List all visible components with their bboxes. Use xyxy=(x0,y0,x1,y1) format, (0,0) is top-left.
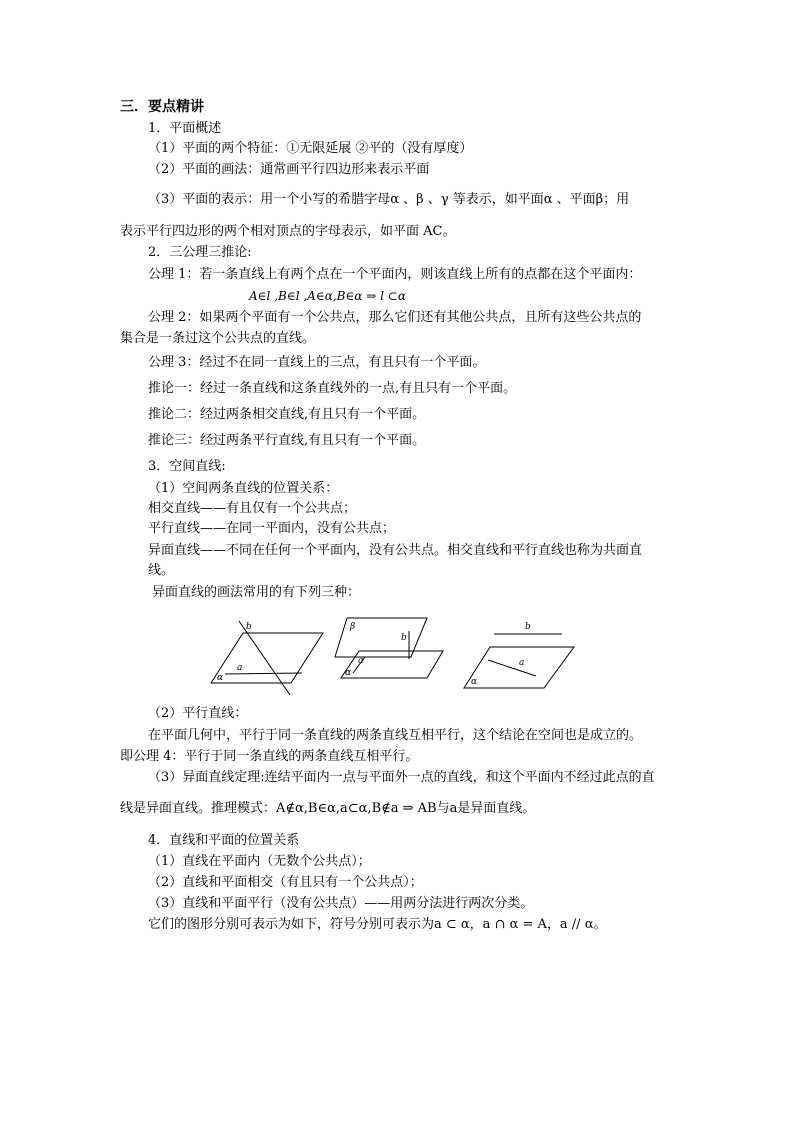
skew-lines-def-line-2: 线。 xyxy=(148,563,175,578)
axiom-1-formula: A∈l ,B∈l ,A∈α,B∈α ⇒ l ⊂α xyxy=(249,289,406,303)
plane-parallelogram xyxy=(211,633,323,683)
line-intersects-plane: （2）直线和平面相交（有且只有一个公共点）； xyxy=(148,875,423,890)
label-b: b xyxy=(246,622,252,632)
skew-drawing-intro: 异面直线的画法常用的有下列三种： xyxy=(152,585,361,600)
axiom-2-line-2: 集合是一条过这个公共点的直线。 xyxy=(120,331,316,346)
line-plane-summary: 它们的图形分别可表示为如下，符号分别可表示为a ⊂ α，a ∩ α = A，a // α。 xyxy=(148,917,607,932)
axiom-4-text: 即公理 4：平行于同一条直线的两条直线互相平行。 xyxy=(120,749,419,764)
axiom-1: 公理 1：若一条直线上有两个点在一个平面内，则该直线上所有的点都在这个平面内： xyxy=(148,267,642,282)
skew-theorem-line-2: 线是异面直线。推理模式：A∉α,B∈α,a⊂α,B∉a ⇒ AB与a是异面直线。 xyxy=(120,801,536,816)
plane-feature-line: （1）平面的两个特征：①无限延展 ②平的（没有厚度） xyxy=(148,141,473,156)
plane-drawing-line: （2）平面的画法：通常画平行四边形来表示平面 xyxy=(148,162,430,177)
parallel-lines-title: （2）平行直线： xyxy=(148,706,248,721)
intersecting-lines-def: 相交直线——有且仅有一个公共点； xyxy=(148,501,357,516)
label-alpha: α xyxy=(471,677,478,687)
skew-lines-figure-2 xyxy=(333,613,448,683)
plane-alpha xyxy=(341,651,443,678)
subsection-title-line-plane: 4．直线和平面的位置关系 xyxy=(148,833,300,848)
label-alpha: α xyxy=(345,668,352,678)
corollary-1: 推论一：经过一条直线和这条直线外的一点,有且只有一个平面。 xyxy=(148,381,517,396)
line-a xyxy=(225,673,302,674)
skew-lines-figure-3 xyxy=(462,618,577,693)
axiom-3: 公理 3：经过不在同一直线上的三点，有且只有一个平面。 xyxy=(148,355,486,370)
line-b xyxy=(239,621,290,695)
subsection-title-axioms: 2．三公理三推论: xyxy=(148,245,252,260)
subsection-title-space-lines: 3．空间直线: xyxy=(148,459,226,474)
parallel-lines-text-1: 在平面几何中，平行于同一条直线的两条直线互相平行，这个结论在空间也是成立的。 xyxy=(148,728,643,743)
line-a xyxy=(488,660,536,676)
line-in-plane: （1）直线在平面内（无数个公共点）； xyxy=(148,854,371,869)
label-beta: β xyxy=(350,622,356,632)
skew-theorem-line-1: （3）异面直线定理:连结平面内一点与平面外一点的直线，和这个平面内不经过此点的直 xyxy=(148,770,655,785)
subsection-title-plane: 1．平面概述 xyxy=(148,121,222,136)
section-heading: 三．要点精讲 xyxy=(120,99,204,115)
label-a: a xyxy=(358,656,364,666)
label-a: a xyxy=(519,658,525,668)
label-alpha: α xyxy=(217,673,224,683)
label-b: b xyxy=(525,622,531,632)
label-b: b xyxy=(401,633,407,643)
axiom-2-line-1: 公理 2：如果两个平面有一个公共点，那么它们还有其他公共点，且所有这些公共点的 xyxy=(148,310,642,325)
corollary-3: 推论三：经过两条平行直线,有且只有一个平面。 xyxy=(148,433,426,448)
line-parallel-plane: （3）直线和平面平行（没有公共点）——用两分法进行两次分类。 xyxy=(148,896,534,911)
skew-lines-figure-1 xyxy=(205,615,330,700)
line-relations-title: （1）空间两条直线的位置关系： xyxy=(148,481,339,496)
corollary-2: 推论二：经过两条相交直线,有且只有一个平面。 xyxy=(148,407,426,422)
parallel-lines-def: 平行直线——在同一平面内，没有公共点； xyxy=(148,521,396,536)
plane-notation-line-2: 表示平行四边形的两个相对顶点的字母表示，如平面 AC。 xyxy=(120,224,456,239)
label-a: a xyxy=(237,663,243,673)
skew-lines-def-line-1: 异面直线——不同在任何一个平面内，没有公共点。相交直线和平行直线也称为共面直 xyxy=(148,543,643,558)
plane-notation-line-1: （3）平面的表示：用一个小写的希腊字母α 、β 、γ 等表示，如平面α 、平面β；用 xyxy=(148,192,630,207)
